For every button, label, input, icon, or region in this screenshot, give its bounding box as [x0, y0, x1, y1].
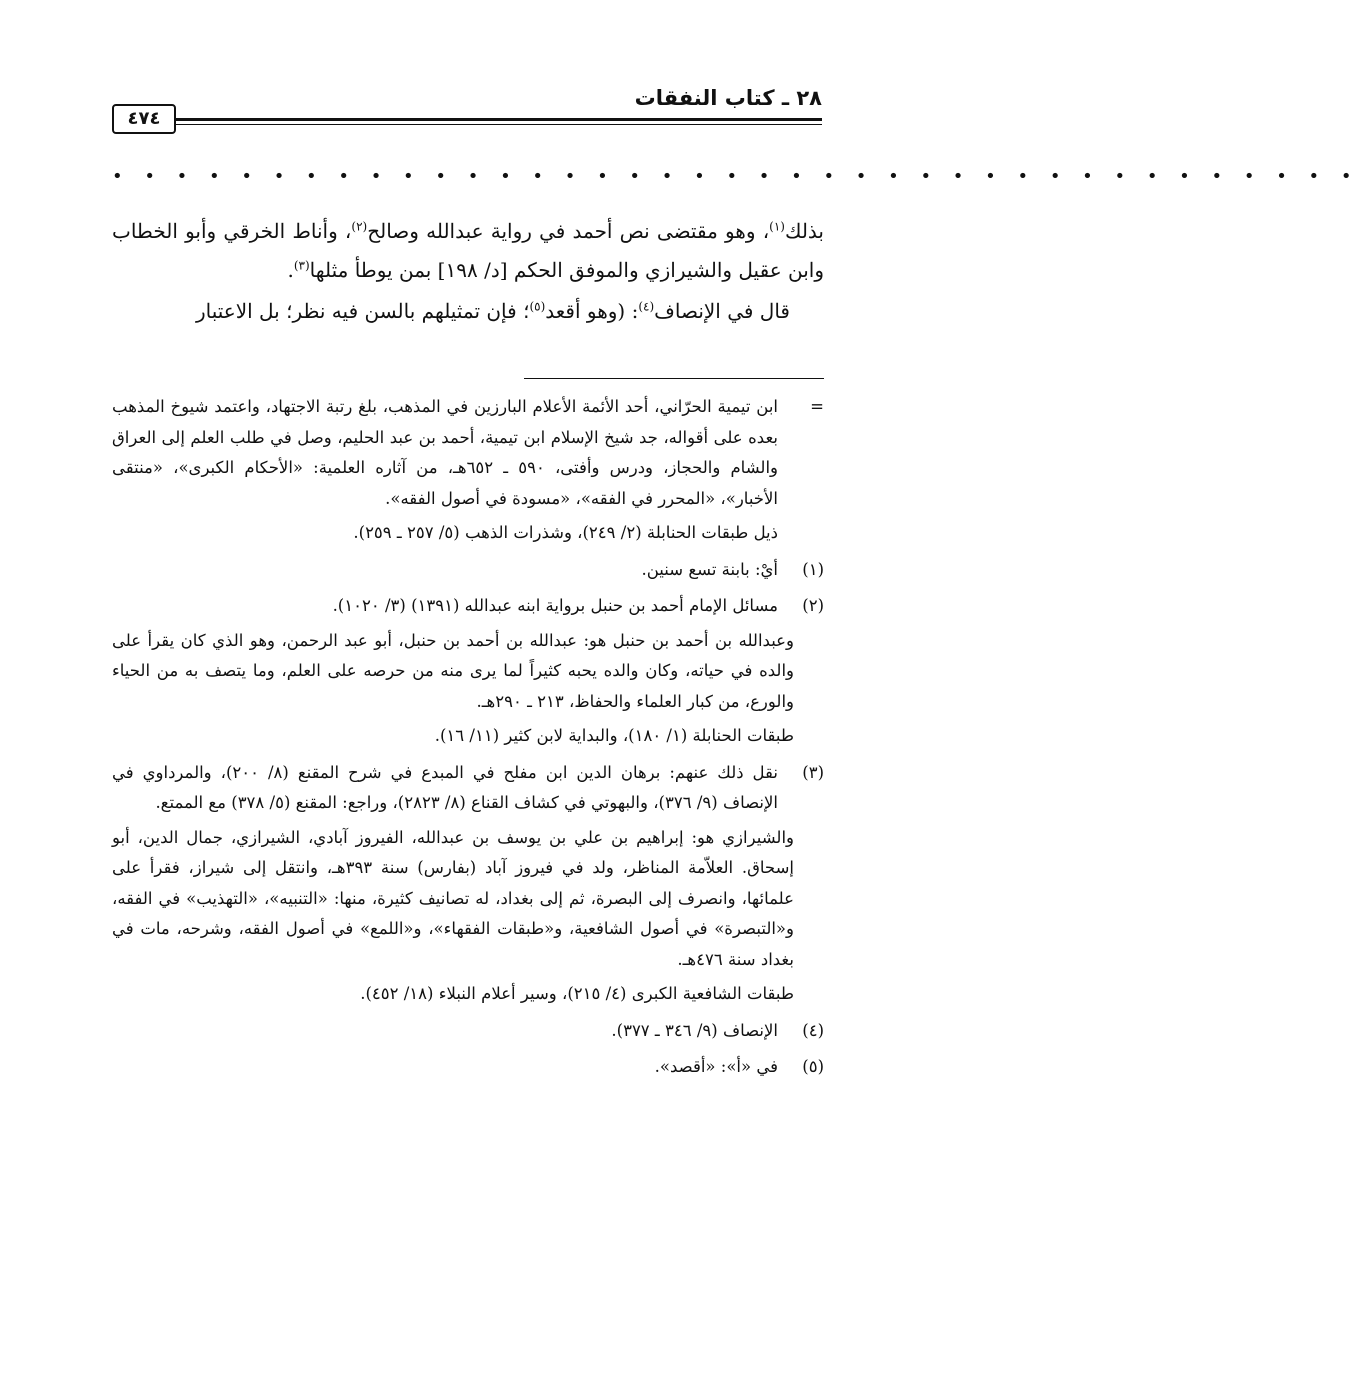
main-paragraph-2: قال في الإنصاف$^{(٤)}$: (وهو أقعد$^{(٥)}$؛ فإن تمثيلهم بالسن فيه نظر؛ بل الاعتبار — [195, 299, 790, 323]
header-rule-thin — [176, 124, 822, 125]
footnote-continued: = ابن تيمية الحرّاني، أحد الأئمة الأعلام البارزين في المذهب، بلغ رتبة الاجتهاد، واعتمد شيوخ المذهب بعده على أقواله، جد شيخ الإسلام ابن تيمية، أحمد بن عبد الحليم، وصل في طلب العلم إلى العراق والشام والحجاز، ودرس وأفتى، ٥٩٠ ـ ٦٥٢هـ، من آثاره العلمية: «الأحكام الكبرى»، «منتقى الأخبار»، «المحرر في الفقه»، «مسودة في أصول الفقه». ذيل طبقات الحنابلة (٢/ ٢٤٩)، وشذرات الذهب (٥/ ٢٥٧ ـ ٢٥٩). — [112, 392, 824, 549]
footnote-3-bio: والشيرازي هو: إبراهيم بن علي بن يوسف بن عبدالله، الفيروز آبادي، الشيرازي، جمال الدين، أبو إسحاق. العلاّمة المناظر، ولد في فيروز آباد (بفارس) سنة ٣٩٣هـ، وانتقل إلى شيراز، فقرأ على علمائها، وانصرف إلى البصرة، ثم إلى بغداد، له تصانيف كثيرة، منها: «التنبيه»، «التهذيب» في الفقه، و«التبصرة» في أصول الشافعية، و«طبقات الفقهاء»، و«اللمع» في أصول الفقه، وشرحه، مات في بغداد سنة ٤٧٦هـ. — [112, 827, 794, 969]
footnote-ref-2: (٢) — [351, 219, 368, 234]
footnote-2-source: طبقات الحنابلة (١/ ١٨٠)، والبداية لابن كثير (١١/ ١٦). — [434, 726, 794, 745]
footnote-3-source: طبقات الشافعية الكبرى (٤/ ٢١٥)، وسير أعلام النبلاء (١٨/ ٤٥٢). — [360, 984, 794, 1003]
page-header — [112, 82, 822, 142]
footnote-1: (١) أيْ: بابنة تسع سنين. — [112, 555, 824, 586]
footnote-source: ذيل طبقات الحنابلة (٢/ ٢٤٩)، وشذرات الذهب (٥/ ٢٥٧ ـ ٢٥٩). — [353, 523, 778, 542]
page-number: ٤٧٤ — [112, 104, 176, 134]
footnote-ref-1: (١) — [769, 219, 785, 234]
footnote-3: (٣) نقل ذلك عنهم: برهان الدين ابن مفلح في المبدع في شرح المقنع (٨/ ٢٠٠)، والمرداوي في الإنصاف (٩/ ٣٧٦)، والبهوتي في كشاف القناع (٨/ ٢٨٢٣)، وراجع: المقنع (٥/ ٣٧٨) مع الممتع. — [112, 758, 824, 819]
footnote-marker: (٣) — [802, 762, 824, 782]
continuation-mark: = — [810, 397, 824, 416]
footnote-5: (٥) في «أ»: «أقصد». — [112, 1052, 824, 1083]
footnote-marker: (٢) — [802, 596, 824, 615]
footnotes — [112, 392, 824, 1083]
footnote-marker: (١) — [802, 559, 824, 579]
footnote-marker: (٥) — [802, 1057, 824, 1076]
footnote-2-bio: وعبدالله بن أحمد بن حنبل هو: عبدالله بن أحمد بن حنبل، أبو عبد الرحمن، وهو الذي كان يقرأ على والده في حياته، وكان والده يحبه كثيراً لما يرى منه من حرصه على العلم، وما يتصف به من الحياء والورع، من كبار العلماء والحفاظ، ٢١٣ ـ ٢٩٠هـ. — [112, 630, 794, 711]
chapter-title: ٢٨ ـ كتاب النفقات — [634, 86, 822, 110]
dotted-separator: • • • • • • • • • • • • • • • • • • • • • • • • • • • • • • • • • • • • • • • — [112, 166, 1360, 187]
main-text — [112, 212, 824, 331]
footnote-ref-4: (٤) — [638, 299, 655, 314]
main-paragraph-1: بذلك$^{(١)}$، وهو مقتضى نص أحمد في رواية عبدالله وصالح$^{(٢)}$، وأناط الخرقي وأبو الخطاب وابن عقيل والشيرازي والموفق الحكم [د/ ١٩٨] بمن يوطأ مثلها$^{(٣)}$. — [112, 219, 824, 282]
footnote-marker: (٤) — [802, 1020, 824, 1040]
footnote-2: (٢) مسائل الإمام أحمد بن حنبل برواية ابنه عبدالله (١٣٩١) (٣/ ١٠٢٠). — [112, 591, 824, 622]
header-rule-thick — [176, 118, 822, 121]
footnote-ref-3: (٣) — [293, 258, 310, 273]
footnote-ref-5: (٥) — [529, 299, 546, 314]
footnote-divider — [524, 378, 824, 379]
footnote-4: (٤) الإنصاف (٩/ ٣٤٦ ـ ٣٧٧). — [112, 1016, 824, 1047]
